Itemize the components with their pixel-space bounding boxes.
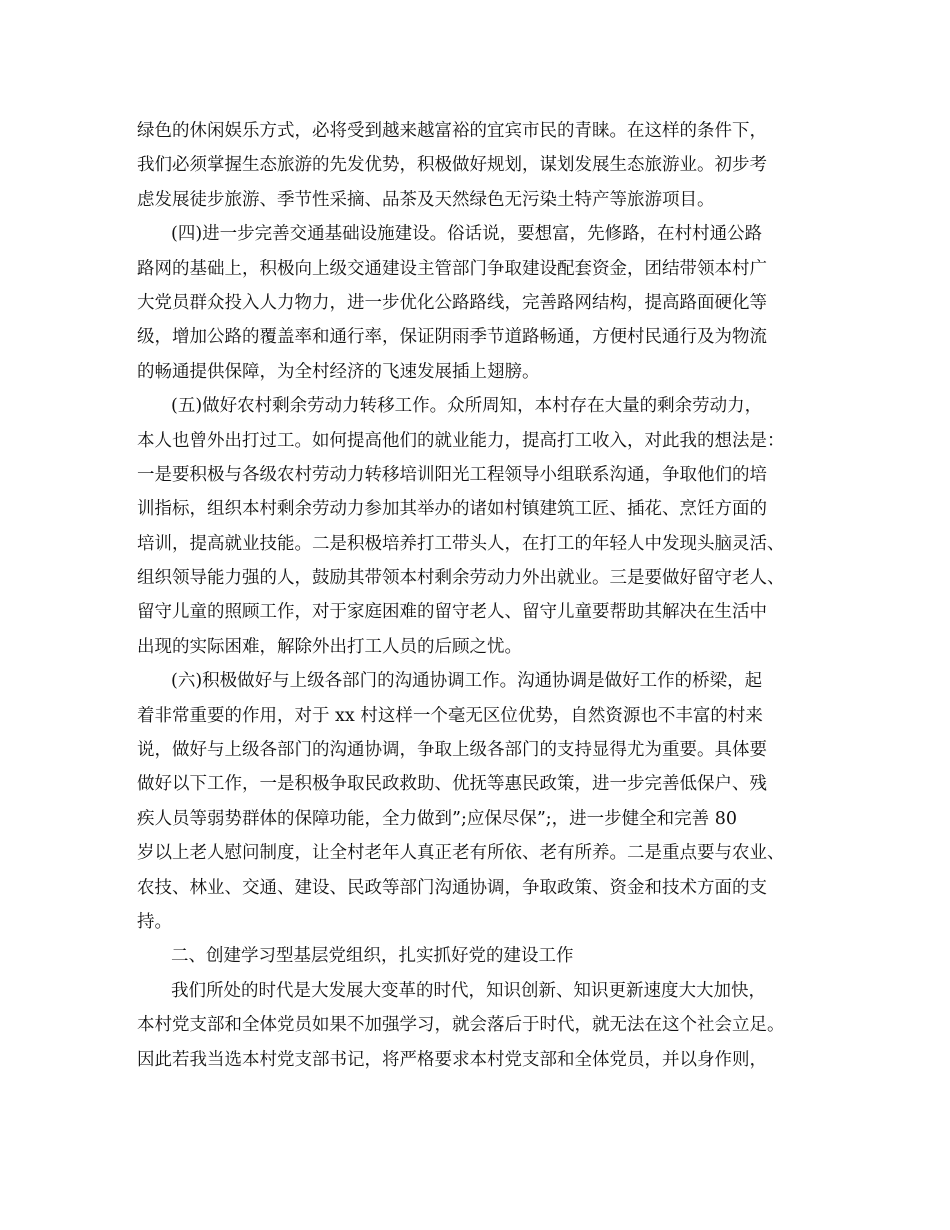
text-line: 训指标，组织本村剩余劳动力参加其举办的诸如村镇建筑工匠、插花、烹饪方面的 xyxy=(137,499,767,520)
paragraph-first-line: 二、创建学习型基层党组织，扎实抓好党的建设工作 xyxy=(171,946,574,967)
text-line: 说，做好与上级各部门的沟通协调，争取上级各部门的支持显得尤为重要。具体要 xyxy=(137,740,767,761)
text-line: 农技、林业、交通、建设、民政等部门沟通协调，争取政策、资金和技术方面的支 xyxy=(137,877,767,898)
text-line: 本人也曾外出打过工。如何提高他们的就业能力，提高打工收入，对此我的想法是： xyxy=(137,430,785,451)
text-line: 本村党支部和全体党员如果不加强学习，就会落后于时代，就无法在这个社会立足。 xyxy=(137,1015,785,1036)
text-line: 持。 xyxy=(137,911,172,932)
text-line: 组织领导能力强的人，鼓励其带领本村剩余劳动力外出就业。三是要做好留守老人、 xyxy=(137,568,785,589)
text-line: 做好以下工作，一是积极争取民政救助、优抚等惠民政策，进一步完善低保户、残 xyxy=(137,774,767,795)
paragraph-first-line: (六)积极做好与上级各部门的沟通协调工作。沟通协调是做好工作的桥梁，起 xyxy=(171,671,763,692)
text-line: 虑发展徒步旅游、季节性采摘、品茶及天然绿色无污染土特产等旅游项目。 xyxy=(137,189,715,210)
document-body xyxy=(137,114,817,1077)
text-line: 大党员群众投入人力物力，进一步优化公路路线，完善路网结构，提高路面硬化等 xyxy=(137,292,767,313)
text-line: 着非常重要的作用，对于 xx 村这样一个毫无区位优势，自然资源也不丰富的村来 xyxy=(137,705,763,726)
text-line: 的畅通提供保障，为全村经济的飞速发展插上翅膀。 xyxy=(137,361,540,382)
text-line: 培训，提高就业技能。二是积极培养打工带头人，在打工的年轻人中发现头脑灵活、 xyxy=(137,533,785,554)
text-line: 留守儿童的照顾工作，对于家庭困难的留守老人、留守儿童要帮助其解决在生活中 xyxy=(137,602,767,623)
text-line: 路网的基础上，积极向上级交通建设主管部门争取建设配套资金，团结带领本村广 xyxy=(137,258,767,279)
text-line: 疾人员等弱势群体的保障功能，全力做到”;应保尽保”;，进一步健全和完善 80 xyxy=(137,808,738,829)
text-line: 级，增加公路的覆盖率和通行率，保证阴雨季节道路畅通，方便村民通行及为物流 xyxy=(137,327,767,348)
paragraph-first-line: 我们所处的时代是大发展大变革的时代，知识创新、知识更新速度大大加快， xyxy=(171,980,766,1001)
text-line: 我们必须掌握生态旅游的先发优势，积极做好规划，谋划发展生态旅游业。初步考 xyxy=(137,155,767,176)
paragraph-first-line: (四)进一步完善交通基础设施建设。俗话说，要想富，先修路，在村村通公路 xyxy=(171,224,763,245)
text-line: 绿色的休闲娱乐方式，必将受到越来越富裕的宜宾市民的青睐。在这样的条件下， xyxy=(137,121,767,141)
text-line: 岁以上老人慰问制度，让全村老年人真正老有所依、老有所养。二是重点要与农业、 xyxy=(137,843,785,864)
text-line: 一是要积极与各级农村劳动力转移培训阳光工程领导小组联系沟通，争取他们的培 xyxy=(137,464,767,485)
text-line: 因此若我当选本村党支部书记，将严格要求本村党支部和全体党员，并以身作则， xyxy=(137,1049,767,1070)
paragraph-first-line: (五)做好农村剩余劳动力转移工作。众所周知，本村存在大量的剩余劳动力， xyxy=(171,396,763,417)
text-line: 出现的实际困难，解除外出打工人员的后顾之忧。 xyxy=(137,636,522,657)
